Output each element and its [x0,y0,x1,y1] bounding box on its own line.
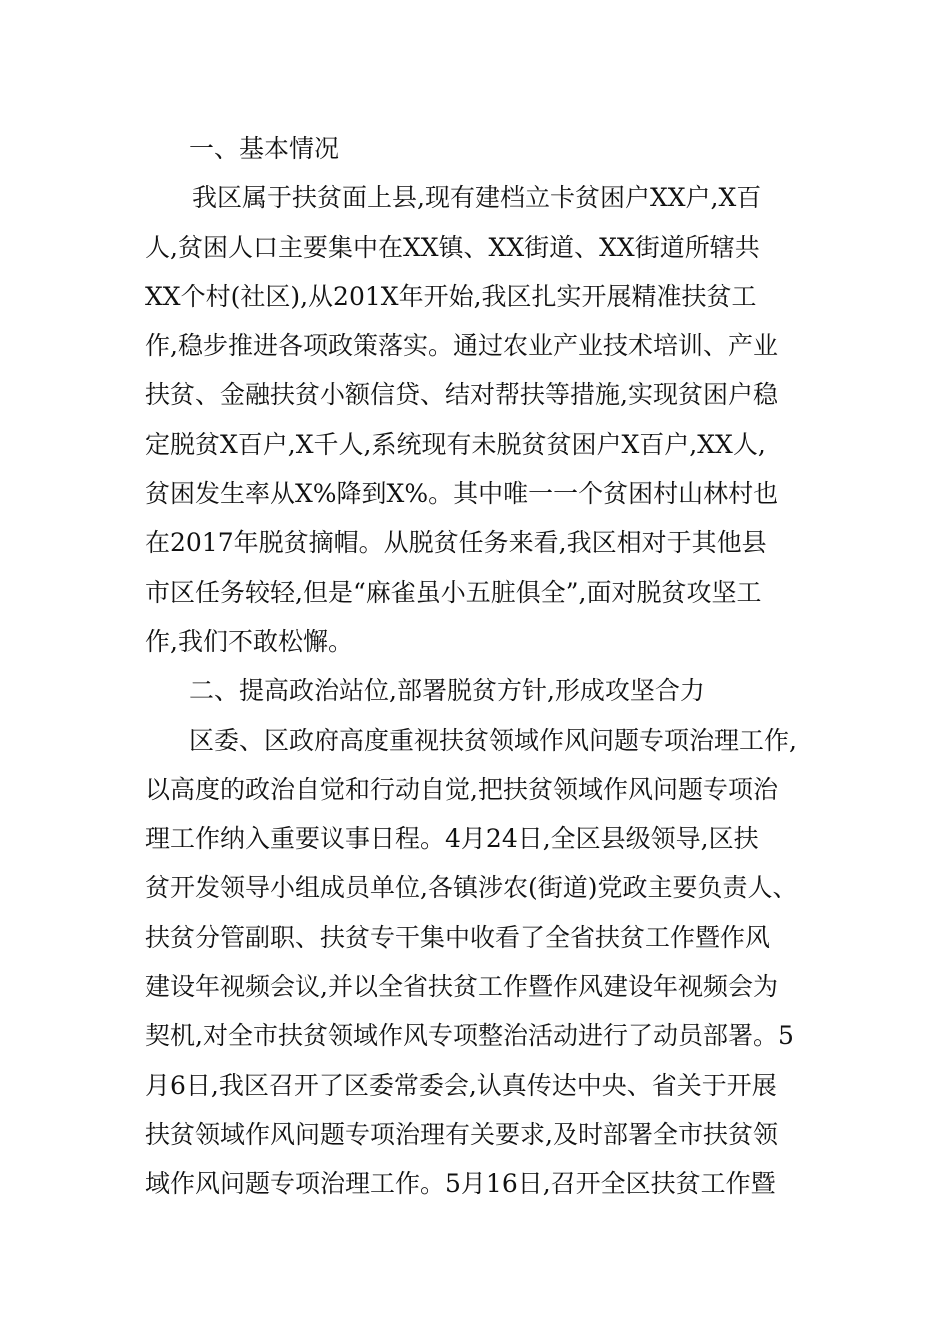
paragraph-basic-situation [145,173,810,666]
paragraph-line: 在2017年脱贫摘帽。从脱贫任务来看,我区相对于其他县 [145,528,767,558]
paragraph-line: 市区任务较轻,但是“麻雀虽小五脏俱全”,面对脱贫攻坚工 [145,577,762,607]
section-heading-basic-situation: 一、基本情况 [189,134,340,163]
paragraph-line: 贫开发领导小组成员单位,各镇涉农(街道)党政主要负责人、 [145,873,798,903]
paragraph-line: 契机,对全市扶贫领域作风专项整治活动进行了动员部署。5 [145,1021,794,1051]
paragraph-line: 定脱贫X百户,X千人,系统现有未脱贫贫困户X百户,XX人, [145,429,766,459]
paragraph-line: 域作风问题专项治理工作。5月16日,召开全区扶贫工作暨 [145,1169,776,1199]
paragraph-line: 扶贫领域作风问题专项治理有关要求,及时部署全市扶贫领 [145,1119,778,1149]
paragraph-line: 月6日,我区召开了区委常委会,认真传达中央、省关于开展 [145,1070,777,1100]
document-body [145,124,810,1209]
paragraph-line: 以高度的政治自觉和行动自觉,把扶贫领域作风问题专项治 [145,774,778,804]
paragraph-line: 人,贫困人口主要集中在XX镇、XX街道、XX街道所辖共 [145,232,760,262]
paragraph-line: 我区属于扶贫面上县,现有建档立卡贫困户XX户,X百 [192,183,762,213]
paragraph-line: 作,稳步推进各项政策落实。通过农业产业技术培训、产业 [145,331,778,361]
section-heading-political-stance: 二、提高政治站位,部署脱贫方针,形成攻坚合力 [189,676,705,706]
paragraph-line: 建设年视频会议,并以全省扶贫工作暨作风建设年视频会为 [145,972,778,1002]
paragraph-line: 作,我们不敢松懈。 [145,626,353,656]
paragraph-line: 理工作纳入重要议事日程。4月24日,全区县级领导,区扶 [145,824,759,854]
paragraph-line: 区委、区政府高度重视扶贫领域作风问题专项治理工作, [189,725,797,755]
paragraph-line: 贫困发生率从X%降到X%。其中唯一一个贫困村山林村也 [145,479,779,509]
paragraph-political-stance [145,716,810,1209]
paragraph-line: XX个村(社区),从201X年开始,我区扎实开展精准扶贫工 [145,281,757,311]
paragraph-line: 扶贫、金融扶贫小额信贷、结对帮扶等措施,实现贫困户稳 [145,380,778,410]
paragraph-line: 扶贫分管副职、扶贫专干集中收看了全省扶贫工作暨作风 [145,922,771,952]
